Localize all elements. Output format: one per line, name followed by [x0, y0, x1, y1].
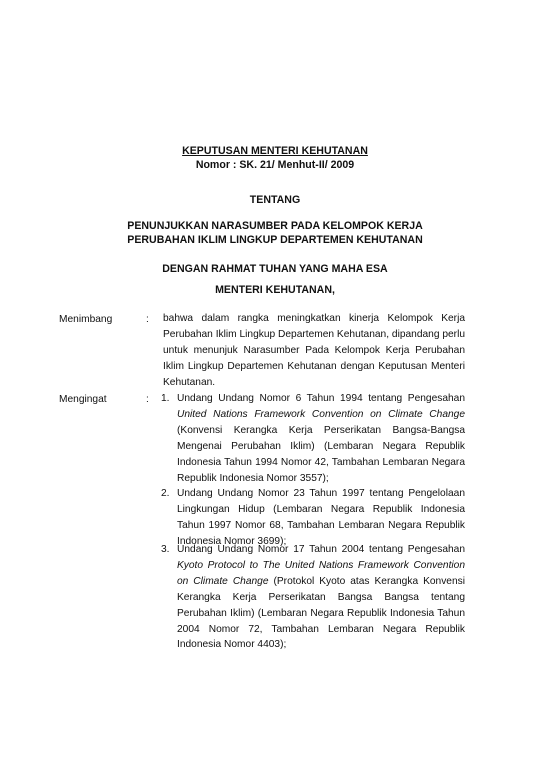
tentang-heading: TENTANG	[249, 194, 301, 206]
item-number: 1.	[161, 393, 170, 404]
item-text: Undang Undang Nomor 23 Tahun 1997 tentang Pengelolaan Lingkungan Hidup (Lembaran Negara Republik Indonesia Tahun 1997 Nomor 68, Tambahan Lembaran Negara Republik Indonesia Nomor 3699);	[177, 488, 465, 547]
document-title: KEPUTUSAN MENTERI KEHUTANAN	[182, 145, 368, 157]
item-number: 2.	[161, 488, 170, 499]
blessing-line: DENGAN RAHMAT TUHAN YANG MAHA ESA	[162, 263, 388, 275]
mengingat-label: Mengingat	[59, 394, 107, 405]
decree-number: Nomor : SK. 21/ Menhut-II/ 2009	[195, 159, 355, 171]
menimbang-label: Menimbang	[59, 314, 113, 325]
item-text: Undang Undang Nomor 6 Tahun 1994 tentang Pengesahan United Nations Framework Convention on Climate Change (Konvensi Kerangka Kerja Perserikatan Bangsa-Bangsa Mengenai Perubahan Iklim) (Lembaran Negara Republik Indonesia Tahun 1994 Nomor 42, Tambahan Lembaran Negara Republik Indonesia Nomor 3557);	[177, 393, 465, 484]
mengingat-colon: :	[146, 394, 149, 405]
mengingat-item-2	[161, 486, 465, 550]
item-number: 3.	[161, 544, 170, 555]
item-text: Undang Undang Nomor 17 Tahun 2004 tentang Pengesahan Kyoto Protocol to The United Nations Framework Convention on Climate Change (Protokol Kyoto atas Kerangka Konvensi Kerangka Kerja Perserikatan Bangsa Bangsa tentang Perubahan Iklim) (Lembaran Negara Republik Indonesia Tahun 2004 Nomor 72, Tambahan Lembaran Negara Republik Indonesia Nomor 4403);	[177, 544, 465, 651]
subject-line-2: PERUBAHAN IKLIM LINGKUP DEPARTEMEN KEHUTANAN	[127, 234, 423, 246]
mengingat-item-1	[161, 391, 465, 486]
menimbang-colon: :	[146, 314, 149, 325]
mengingat-item-3	[161, 542, 465, 653]
menimbang-text: bahwa dalam rangka meningkatkan kinerja Kelompok Kerja Perubahan Iklim Lingkup Departemen Kehutanan, dipandang perlu untuk menunjuk Narasumber Pada Kelompok Kerja Perubahan Iklim Lingkup Departemen Kehutanan dengan Keputusan Menteri Kehutanan.	[163, 313, 465, 388]
minister-line: MENTERI KEHUTANAN,	[215, 284, 335, 296]
subject-line-1: PENUNJUKKAN NARASUMBER PADA KELOMPOK KERJA	[127, 220, 423, 232]
